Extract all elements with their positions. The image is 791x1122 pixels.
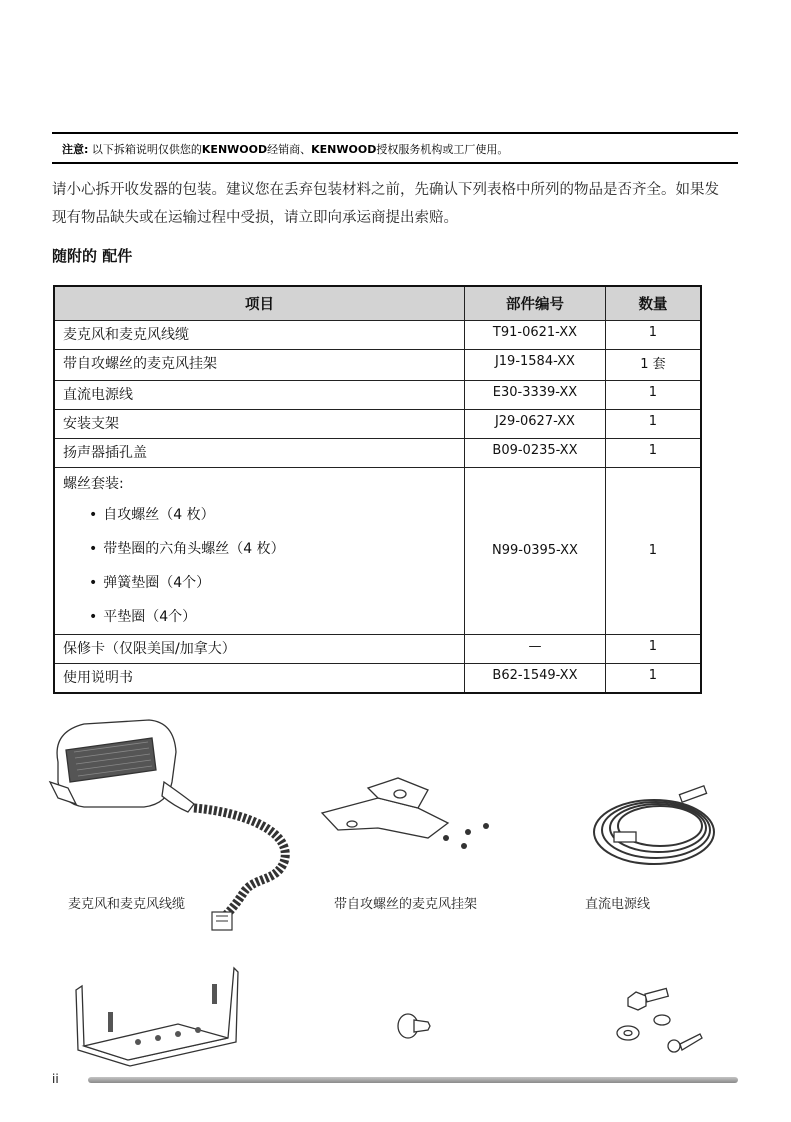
part-cell: N99-0395-XX: [465, 468, 606, 635]
part-cell: B62-1549-XX: [465, 664, 606, 694]
screw-kit-title: 螺丝套装:: [63, 476, 124, 492]
qty-cell: 1 套: [605, 350, 701, 381]
qty-cell: 1: [605, 410, 701, 439]
note-brand-1: KENWOOD: [201, 143, 268, 156]
qty-cell: 1: [605, 635, 701, 664]
caption-microphone: 麦克风和麦克风线缆: [68, 897, 186, 912]
table-header-row: [54, 286, 701, 321]
screw-kit-subitem: • 带垫圈的六角头螺丝（4 枚）: [63, 532, 464, 566]
item-cell: 直流电源线: [54, 381, 465, 410]
hanger-illustration: [318, 768, 498, 858]
part-cell: E30-3339-XX: [465, 381, 606, 410]
header-part-number: 部件编号: [465, 286, 606, 321]
note-text-3: 授权服务机构或工厂使用。: [376, 143, 509, 156]
section-title: 随附的 配件: [52, 247, 133, 265]
screw-kit-subitem: • 自攻螺丝（4 枚）: [63, 498, 464, 532]
table-row: [54, 381, 701, 410]
bracket-illustration: [68, 962, 248, 1067]
item-cell: 保修卡（仅限美国/加拿大）: [54, 635, 465, 664]
qty-cell: 1: [605, 381, 701, 410]
screw-kit-cell: [54, 468, 465, 635]
page-number: ii: [52, 1072, 59, 1086]
top-rule: [52, 132, 738, 134]
unpacking-intro: 请小心拆开收发器的包装。建议您在丢弃包装材料之前，先确认下列表格中所列的物品是否齐全。如果发现有物品缺失或在运输过程中受损，请立即向承运商提出索赔。: [52, 182, 719, 226]
screw-set-illustration: [616, 978, 706, 1058]
table-row: [54, 321, 701, 350]
note-bottom-rule: [52, 162, 738, 164]
header-quantity: 数量: [605, 286, 701, 321]
table-row: [54, 410, 701, 439]
item-cell: 麦克风和麦克风线缆: [54, 321, 465, 350]
part-cell: J19-1584-XX: [465, 350, 606, 381]
qty-cell: 1: [605, 664, 701, 694]
qty-cell: 1: [605, 439, 701, 468]
table-row-screw-kit: [54, 468, 701, 635]
note-label: 注意:: [62, 143, 89, 156]
table-row: [54, 635, 701, 664]
part-cell: —: [465, 635, 606, 664]
screw-kit-subitem: • 平垫圈（4个）: [63, 600, 464, 634]
note-text-2: 经销商、: [267, 143, 312, 156]
qty-cell: 1: [605, 321, 701, 350]
part-cell: B09-0235-XX: [465, 439, 606, 468]
table-row: [54, 350, 701, 381]
caption-power-cable: 直流电源线: [585, 897, 651, 912]
part-cell: J29-0627-XX: [465, 410, 606, 439]
header-item: 项目: [54, 286, 465, 321]
table-row: [54, 439, 701, 468]
jack-cover-illustration: [394, 1008, 434, 1042]
power-cable-illustration: [584, 762, 724, 882]
note-brand-2: KENWOOD: [311, 143, 377, 156]
part-cell: T91-0621-XX: [465, 321, 606, 350]
qty-cell: 1: [605, 468, 701, 635]
screw-kit-subitem: • 弹簧垫圈（4个）: [63, 566, 464, 600]
item-cell: 使用说明书: [54, 664, 465, 694]
accessories-table: [53, 285, 702, 694]
item-cell: 安装支架: [54, 410, 465, 439]
footer-bar: [88, 1077, 738, 1083]
dealer-note: [62, 141, 508, 157]
note-text-1: 以下拆箱说明仅供您的: [91, 143, 202, 156]
item-cell: 带自攻螺丝的麦克风挂架: [54, 350, 465, 381]
caption-hanger: 带自攻螺丝的麦克风挂架: [334, 897, 478, 912]
table-row: [54, 664, 701, 694]
item-cell: 扬声器插孔盖: [54, 439, 465, 468]
